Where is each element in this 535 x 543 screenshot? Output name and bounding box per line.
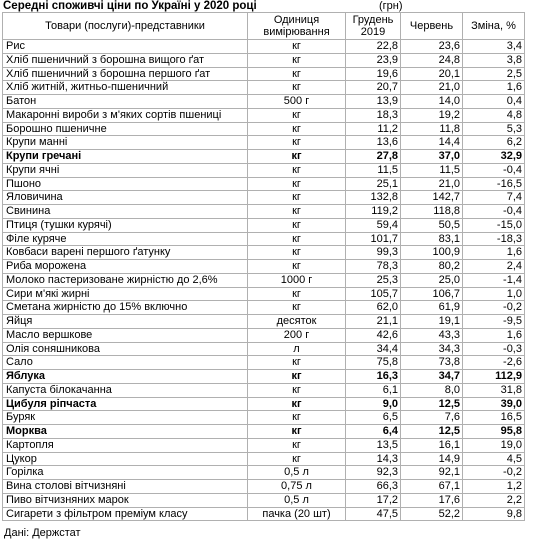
cell-price-december: 14,3 (346, 452, 401, 466)
cell-price-december: 75,8 (346, 356, 401, 370)
cell-product-name: Буряк (3, 411, 248, 425)
cell-product-name: Хліб пшеничний з борошна першого ґат (3, 67, 248, 81)
cell-price-december: 132,8 (346, 191, 401, 205)
cell-unit: кг (248, 411, 346, 425)
cell-price-december: 25,1 (346, 177, 401, 191)
cell-change-percent: -16,5 (463, 177, 525, 191)
cell-change-percent: 112,9 (463, 370, 525, 384)
cell-unit: кг (248, 177, 346, 191)
cell-product-name: Крупи манні (3, 136, 248, 150)
cell-change-percent: 4,5 (463, 452, 525, 466)
header-december (346, 13, 401, 40)
cell-price-june: 14,0 (401, 95, 463, 109)
table-row (3, 383, 525, 397)
cell-change-percent: 1,6 (463, 328, 525, 342)
cell-product-name: Олія соняшникова (3, 342, 248, 356)
cell-unit: кг (248, 370, 346, 384)
header-change: Зміна, % (463, 13, 525, 40)
cell-price-june: 20,1 (401, 67, 463, 81)
cell-product-name: Яблука (3, 370, 248, 384)
cell-price-june: 21,0 (401, 81, 463, 95)
table-row (3, 411, 525, 425)
cell-unit: кг (248, 287, 346, 301)
cell-price-june: 34,7 (401, 370, 463, 384)
cell-change-percent: 1,0 (463, 287, 525, 301)
cell-product-name: Вина столові вітчизняні (3, 480, 248, 494)
cell-unit: 0,75 л (248, 480, 346, 494)
cell-price-june: 14,9 (401, 452, 463, 466)
cell-unit: кг (248, 53, 346, 67)
table-row (3, 150, 525, 164)
cell-price-june: 16,1 (401, 438, 463, 452)
cell-product-name: Свинина (3, 205, 248, 219)
cell-price-december: 11,2 (346, 122, 401, 136)
cell-price-june: 19,1 (401, 315, 463, 329)
table-row (3, 356, 525, 370)
cell-price-december: 13,9 (346, 95, 401, 109)
cell-unit: кг (248, 67, 346, 81)
cell-unit: кг (248, 108, 346, 122)
header-december-line1: Грудень (352, 14, 394, 26)
table-row (3, 205, 525, 219)
cell-price-june: 8,0 (401, 383, 463, 397)
cell-price-june: 7,6 (401, 411, 463, 425)
cell-price-december: 6,4 (346, 425, 401, 439)
cell-price-december: 17,2 (346, 493, 401, 507)
cell-change-percent: 4,8 (463, 108, 525, 122)
cell-product-name: Капуста білокачанна (3, 383, 248, 397)
cell-change-percent: 0,4 (463, 95, 525, 109)
cell-product-name: Батон (3, 95, 248, 109)
cell-price-june: 80,2 (401, 260, 463, 274)
cell-change-percent: 31,8 (463, 383, 525, 397)
cell-change-percent: 6,2 (463, 136, 525, 150)
cell-product-name: Яйця (3, 315, 248, 329)
table-row (3, 466, 525, 480)
cell-price-december: 42,6 (346, 328, 401, 342)
cell-unit: 1000 г (248, 273, 346, 287)
cell-unit: кг (248, 191, 346, 205)
cell-change-percent: 9,8 (463, 507, 525, 521)
table-row (3, 438, 525, 452)
table-row (3, 425, 525, 439)
cell-change-percent: -18,3 (463, 232, 525, 246)
cell-price-december: 25,3 (346, 273, 401, 287)
cell-price-june: 37,0 (401, 150, 463, 164)
cell-price-june: 25,0 (401, 273, 463, 287)
cell-price-june: 100,9 (401, 246, 463, 260)
cell-product-name: Філе куряче (3, 232, 248, 246)
cell-price-december: 62,0 (346, 301, 401, 315)
cell-price-december: 47,5 (346, 507, 401, 521)
cell-change-percent: 3,4 (463, 40, 525, 54)
table-row (3, 507, 525, 521)
cell-change-percent: 2,2 (463, 493, 525, 507)
cell-price-december: 13,6 (346, 136, 401, 150)
cell-product-name: Молоко пастеризоване жирністю до 2,6% (3, 273, 248, 287)
cell-change-percent: 32,9 (463, 150, 525, 164)
cell-price-december: 18,3 (346, 108, 401, 122)
cell-unit: 500 г (248, 95, 346, 109)
cell-unit: кг (248, 163, 346, 177)
cell-unit: кг (248, 40, 346, 54)
cell-change-percent: 1,2 (463, 480, 525, 494)
cell-price-june: 24,8 (401, 53, 463, 67)
cell-product-name: Пшоно (3, 177, 248, 191)
cell-unit: кг (248, 397, 346, 411)
cell-unit: 0,5 л (248, 466, 346, 480)
cell-product-name: Цукор (3, 452, 248, 466)
cell-price-december: 6,1 (346, 383, 401, 397)
cell-price-december: 119,2 (346, 205, 401, 219)
source-note: Дані: Держстат (4, 527, 81, 539)
cell-price-june: 50,5 (401, 218, 463, 232)
cell-price-december: 66,3 (346, 480, 401, 494)
table-row (3, 287, 525, 301)
table-row (3, 191, 525, 205)
cell-price-june: 73,8 (401, 356, 463, 370)
table-row (3, 452, 525, 466)
cell-price-june: 92,1 (401, 466, 463, 480)
cell-product-name: Горілка (3, 466, 248, 480)
cell-change-percent: 19,0 (463, 438, 525, 452)
table-row (3, 397, 525, 411)
header-june: Червень (401, 13, 463, 40)
table-title: Середні споживчі ціни по Україні у 2020 році (3, 0, 257, 12)
cell-unit: кг (248, 246, 346, 260)
table-row (3, 81, 525, 95)
cell-change-percent: -9,5 (463, 315, 525, 329)
table-row (3, 53, 525, 67)
cell-price-december: 16,3 (346, 370, 401, 384)
cell-price-december: 105,7 (346, 287, 401, 301)
table-row (3, 246, 525, 260)
cell-price-june: 61,9 (401, 301, 463, 315)
cell-change-percent: -0,2 (463, 466, 525, 480)
cell-product-name: Птиця (тушки курячі) (3, 218, 248, 232)
cell-product-name: Сигарети з фільтром преміум класу (3, 507, 248, 521)
cell-unit: кг (248, 301, 346, 315)
cell-change-percent: 95,8 (463, 425, 525, 439)
cell-change-percent: -0,4 (463, 205, 525, 219)
cell-product-name: Макаронні вироби з м'яких сортів пшениці (3, 108, 248, 122)
cell-product-name: Хліб пшеничний з борошна вищого ґат (3, 53, 248, 67)
table-row (3, 108, 525, 122)
cell-unit: кг (248, 438, 346, 452)
cell-price-december: 11,5 (346, 163, 401, 177)
header-unit (248, 13, 346, 40)
cell-unit: кг (248, 205, 346, 219)
cell-change-percent: 1,6 (463, 246, 525, 260)
table-row (3, 40, 525, 54)
cell-product-name: Картопля (3, 438, 248, 452)
table-row (3, 163, 525, 177)
table-row (3, 218, 525, 232)
cell-price-december: 92,3 (346, 466, 401, 480)
cell-unit: 200 г (248, 328, 346, 342)
cell-price-june: 11,8 (401, 122, 463, 136)
cell-change-percent: -0,3 (463, 342, 525, 356)
cell-change-percent: 2,4 (463, 260, 525, 274)
cell-price-june: 106,7 (401, 287, 463, 301)
cell-price-june: 12,5 (401, 397, 463, 411)
cell-product-name: Рис (3, 40, 248, 54)
cell-change-percent: 16,5 (463, 411, 525, 425)
cell-unit: кг (248, 383, 346, 397)
table-row (3, 493, 525, 507)
cell-change-percent: 7,4 (463, 191, 525, 205)
cell-change-percent: 5,3 (463, 122, 525, 136)
cell-price-december: 9,0 (346, 397, 401, 411)
cell-price-june: 142,7 (401, 191, 463, 205)
cell-price-december: 59,4 (346, 218, 401, 232)
cell-product-name: Сири м'які жирні (3, 287, 248, 301)
cell-unit: 0,5 л (248, 493, 346, 507)
cell-unit: кг (248, 260, 346, 274)
cell-change-percent: 3,8 (463, 53, 525, 67)
cell-price-june: 67,1 (401, 480, 463, 494)
cell-unit: кг (248, 122, 346, 136)
cell-price-june: 19,2 (401, 108, 463, 122)
table-header-row (3, 13, 525, 40)
cell-product-name: Крупи гречані (3, 150, 248, 164)
price-table (2, 12, 525, 521)
cell-price-december: 22,8 (346, 40, 401, 54)
cell-change-percent: 2,5 (463, 67, 525, 81)
cell-change-percent: 39,0 (463, 397, 525, 411)
cell-price-june: 52,2 (401, 507, 463, 521)
cell-price-june: 11,5 (401, 163, 463, 177)
cell-price-december: 20,7 (346, 81, 401, 95)
cell-product-name: Пиво вітчизняних марок (3, 493, 248, 507)
cell-unit: кг (248, 452, 346, 466)
table-row (3, 67, 525, 81)
cell-price-june: 118,8 (401, 205, 463, 219)
table-row (3, 122, 525, 136)
cell-unit: кг (248, 136, 346, 150)
table-row (3, 95, 525, 109)
cell-product-name: Яловичина (3, 191, 248, 205)
cell-unit: кг (248, 218, 346, 232)
cell-change-percent: -15,0 (463, 218, 525, 232)
table-row (3, 301, 525, 315)
table-row (3, 260, 525, 274)
cell-product-name: Сметана жирністю до 15% включно (3, 301, 248, 315)
table-row (3, 328, 525, 342)
cell-change-percent: -2,6 (463, 356, 525, 370)
cell-change-percent: 1,6 (463, 81, 525, 95)
cell-price-december: 19,6 (346, 67, 401, 81)
header-goods: Товари (послуги)-представники (3, 13, 248, 40)
table-row (3, 342, 525, 356)
cell-unit: кг (248, 425, 346, 439)
table-row (3, 315, 525, 329)
table-body (3, 40, 525, 521)
cell-price-june: 12,5 (401, 425, 463, 439)
cell-price-june: 21,0 (401, 177, 463, 191)
cell-unit: л (248, 342, 346, 356)
table-row (3, 273, 525, 287)
cell-price-december: 21,1 (346, 315, 401, 329)
cell-price-december: 101,7 (346, 232, 401, 246)
cell-price-december: 34,4 (346, 342, 401, 356)
cell-unit: кг (248, 232, 346, 246)
table-row (3, 232, 525, 246)
cell-product-name: Риба морожена (3, 260, 248, 274)
cell-unit: кг (248, 150, 346, 164)
cell-product-name: Ковбаси варені першого ґатунку (3, 246, 248, 260)
cell-product-name: Морква (3, 425, 248, 439)
cell-product-name: Сало (3, 356, 248, 370)
header-unit-line1: Одиниця (273, 14, 320, 26)
cell-change-percent: -0,2 (463, 301, 525, 315)
table-row (3, 177, 525, 191)
cell-unit: десяток (248, 315, 346, 329)
header-unit-line2: вимірювання (263, 26, 330, 38)
cell-price-december: 99,3 (346, 246, 401, 260)
cell-price-june: 14,4 (401, 136, 463, 150)
cell-unit: кг (248, 81, 346, 95)
table-row (3, 480, 525, 494)
cell-unit: кг (248, 356, 346, 370)
cell-product-name: Хліб житній, житньо-пшеничний (3, 81, 248, 95)
header-december-line2: 2019 (360, 26, 386, 38)
cell-price-june: 43,3 (401, 328, 463, 342)
cell-price-june: 34,3 (401, 342, 463, 356)
cell-product-name: Борошно пшеничне (3, 122, 248, 136)
cell-unit: пачка (20 шт) (248, 507, 346, 521)
cell-price-june: 23,6 (401, 40, 463, 54)
cell-price-june: 17,6 (401, 493, 463, 507)
table-row (3, 370, 525, 384)
cell-product-name: Цибуля ріпчаста (3, 397, 248, 411)
cell-price-december: 78,3 (346, 260, 401, 274)
currency-note: (грн) (379, 0, 403, 12)
cell-price-december: 27,8 (346, 150, 401, 164)
cell-price-december: 6,5 (346, 411, 401, 425)
cell-price-december: 23,9 (346, 53, 401, 67)
cell-change-percent: -1,4 (463, 273, 525, 287)
cell-change-percent: -0,4 (463, 163, 525, 177)
cell-price-june: 83,1 (401, 232, 463, 246)
cell-product-name: Масло вершкове (3, 328, 248, 342)
cell-price-december: 13,5 (346, 438, 401, 452)
table-row (3, 136, 525, 150)
cell-product-name: Крупи ячні (3, 163, 248, 177)
